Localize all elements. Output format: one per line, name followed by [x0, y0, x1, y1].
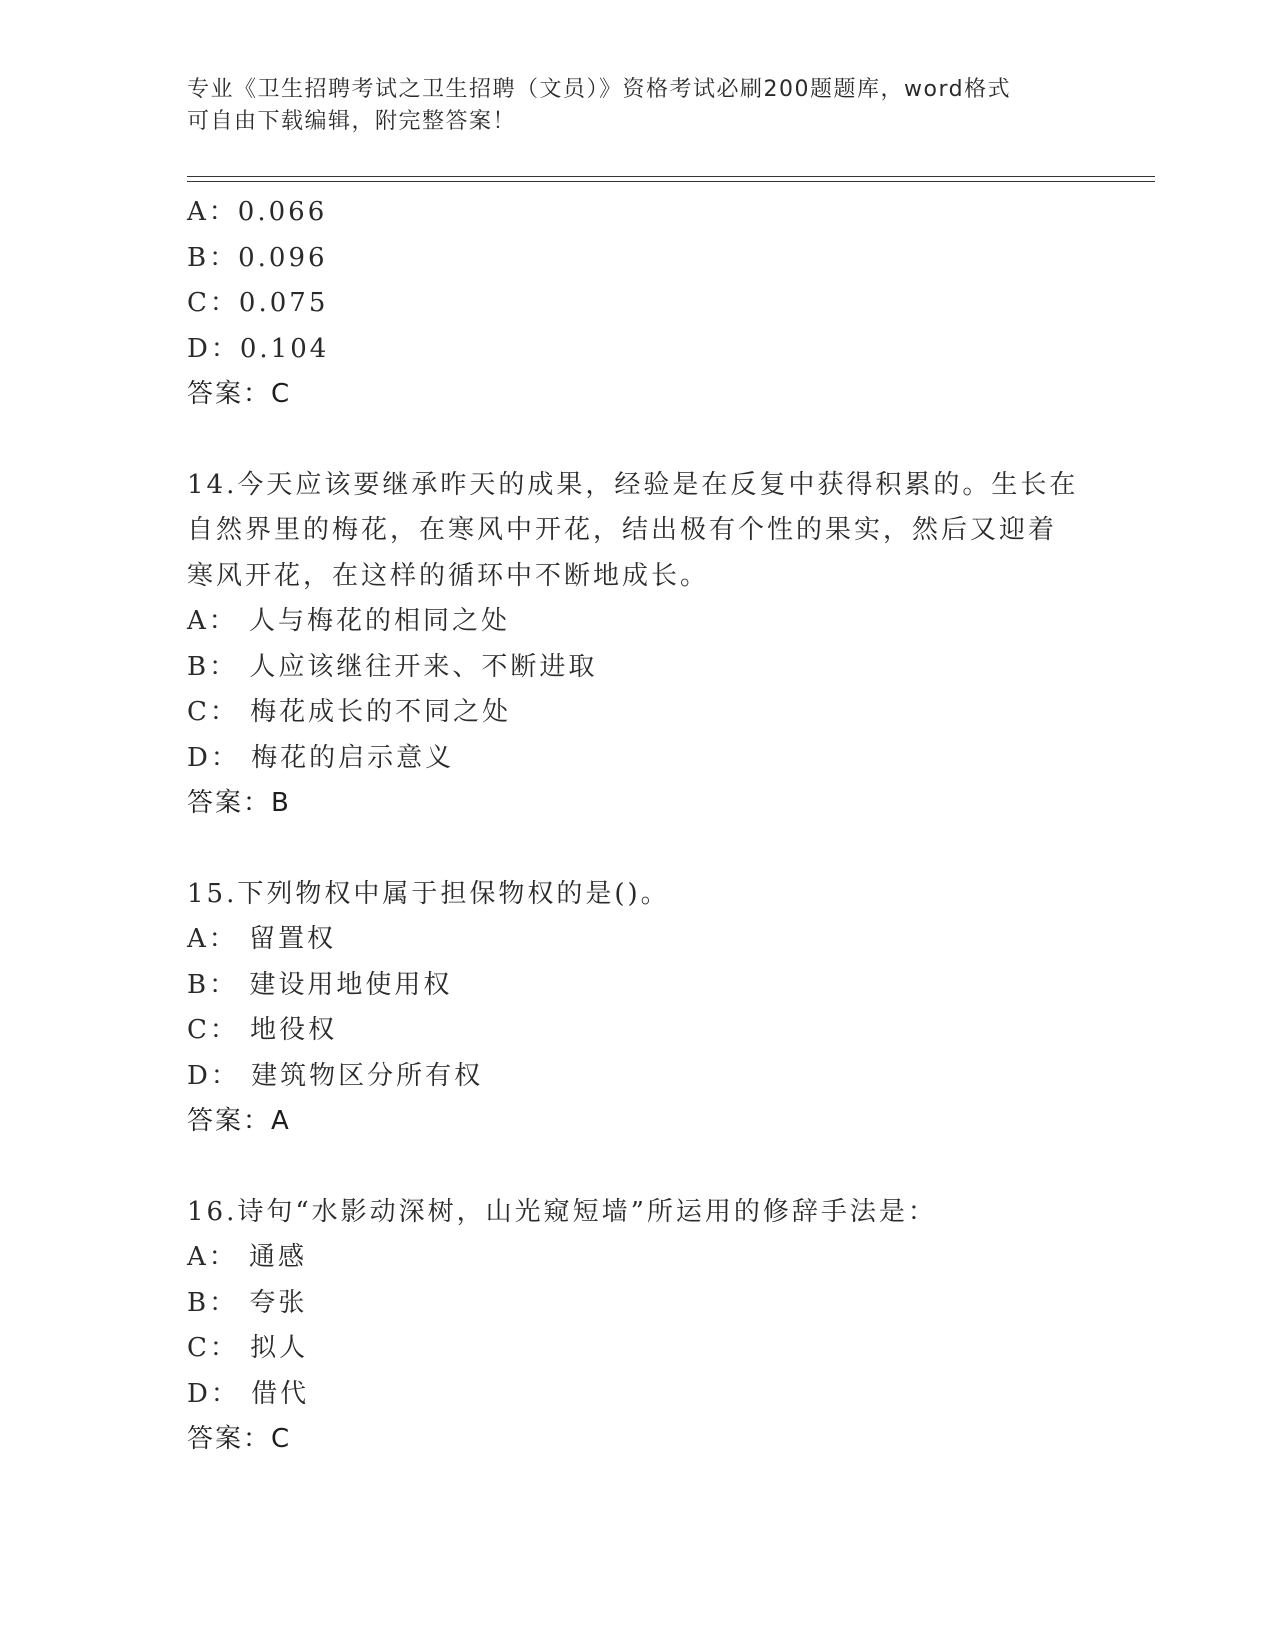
answer-line [187, 1417, 1107, 1463]
header-divider-top [187, 176, 1155, 177]
document-header [187, 74, 1067, 138]
option-label: C [187, 1333, 210, 1363]
question-stem-line: 自然界里的梅花，在寒风中开花，结出极有个性的果实，然后又迎着 [187, 515, 1058, 545]
option-label: A [187, 924, 209, 954]
option-d: D：0.104 [187, 333, 330, 364]
question-14 [187, 463, 1107, 827]
option-label: B [187, 1287, 210, 1318]
question-stem-line: 16.诗句“水影动深树，山光窥短墙”所运用的修辞手法是： [187, 1196, 937, 1227]
option-text: 0.104 [239, 333, 330, 364]
option-text: 建筑物区分所有权 [251, 1060, 484, 1091]
header-title-line-2: 可自由下载编辑，附完整答案！ [187, 109, 517, 134]
option-label: D [187, 333, 211, 364]
answer-line [187, 781, 1107, 827]
option-d: D： 梅花的启示意义 [187, 742, 455, 773]
option-text: 留置权 [249, 924, 337, 954]
question-spacer [187, 1145, 1107, 1190]
header-title-line-1: 专业《卫生招聘考试之卫生招聘（文员）》资格考试必刷200题题库，word格式 [187, 77, 1012, 102]
option-b: B： 夸张 [187, 1287, 308, 1318]
option-label: B [187, 651, 210, 682]
answer-value: B [271, 788, 291, 818]
answer-value: A [271, 1106, 291, 1136]
option-c: C： 梅花成长的不同之处 [187, 697, 512, 727]
option-label: D [187, 1378, 211, 1409]
option-text: 人与梅花的相同之处 [249, 606, 511, 636]
option-text: 夸张 [249, 1287, 308, 1318]
question-stem-line: 14.今天应该要继承昨天的成果，经验是在反复中获得积累的。生长在 [187, 469, 1079, 500]
option-text: 地役权 [250, 1015, 338, 1045]
option-text: 梅花的启示意义 [251, 742, 455, 773]
question-15 [187, 872, 1107, 1145]
option-label: C [187, 1015, 210, 1045]
option-text: 借代 [251, 1378, 310, 1409]
option-c: C： 地役权 [187, 1015, 338, 1045]
header-divider-bottom [187, 181, 1155, 182]
option-label: C [187, 288, 210, 318]
answer-label: 答案： [187, 788, 272, 818]
option-text: 通感 [249, 1242, 308, 1272]
option-text: 建设用地使用权 [249, 969, 453, 1000]
answer-label: 答案： [187, 1424, 272, 1454]
option-c: C： 拟人 [187, 1333, 309, 1363]
option-label: B [187, 969, 210, 1000]
answer-line [187, 372, 1107, 418]
option-label: C [187, 697, 210, 727]
option-label: D [187, 1060, 211, 1091]
answer-line [187, 1099, 1107, 1145]
question-list [187, 190, 1107, 1463]
option-b: B： 建设用地使用权 [187, 969, 453, 1000]
option-d: D： 建筑物区分所有权 [187, 1060, 484, 1091]
option-text: 0.066 [237, 197, 328, 227]
question-spacer [187, 418, 1107, 463]
option-a: A： 通感 [187, 1242, 308, 1272]
answer-value: C [271, 379, 292, 409]
question-stem-line: 寒风开花，在这样的循环中不断地成长。 [187, 560, 710, 591]
answer-label: 答案： [187, 1106, 272, 1136]
option-d: D： 借代 [187, 1378, 310, 1409]
option-label: A [187, 606, 209, 636]
option-text: 梅花成长的不同之处 [250, 697, 512, 727]
answer-label: 答案： [187, 379, 272, 409]
question-stem-line: 15.下列物权中属于担保物权的是()。 [187, 878, 670, 909]
answer-value: C [271, 1424, 292, 1454]
option-c: C：0.075 [187, 288, 329, 318]
option-text: 拟人 [250, 1333, 309, 1363]
option-label: A [187, 197, 209, 227]
option-label: A [187, 1242, 209, 1272]
option-text: 0.075 [238, 288, 329, 318]
question-spacer [187, 827, 1107, 872]
option-label: B [187, 242, 210, 273]
option-a: A：0.066 [187, 197, 328, 227]
option-text: 0.096 [238, 242, 328, 273]
option-text: 人应该继往开来、不断进取 [249, 651, 598, 682]
question-16 [187, 1190, 1107, 1463]
option-b: B： 人应该继往开来、不断进取 [187, 651, 598, 682]
option-b: B：0.096 [187, 242, 328, 273]
option-label: D [187, 742, 211, 773]
option-a: A： 留置权 [187, 924, 337, 954]
option-a: A： 人与梅花的相同之处 [187, 606, 511, 636]
question-13-continued [187, 190, 1107, 418]
